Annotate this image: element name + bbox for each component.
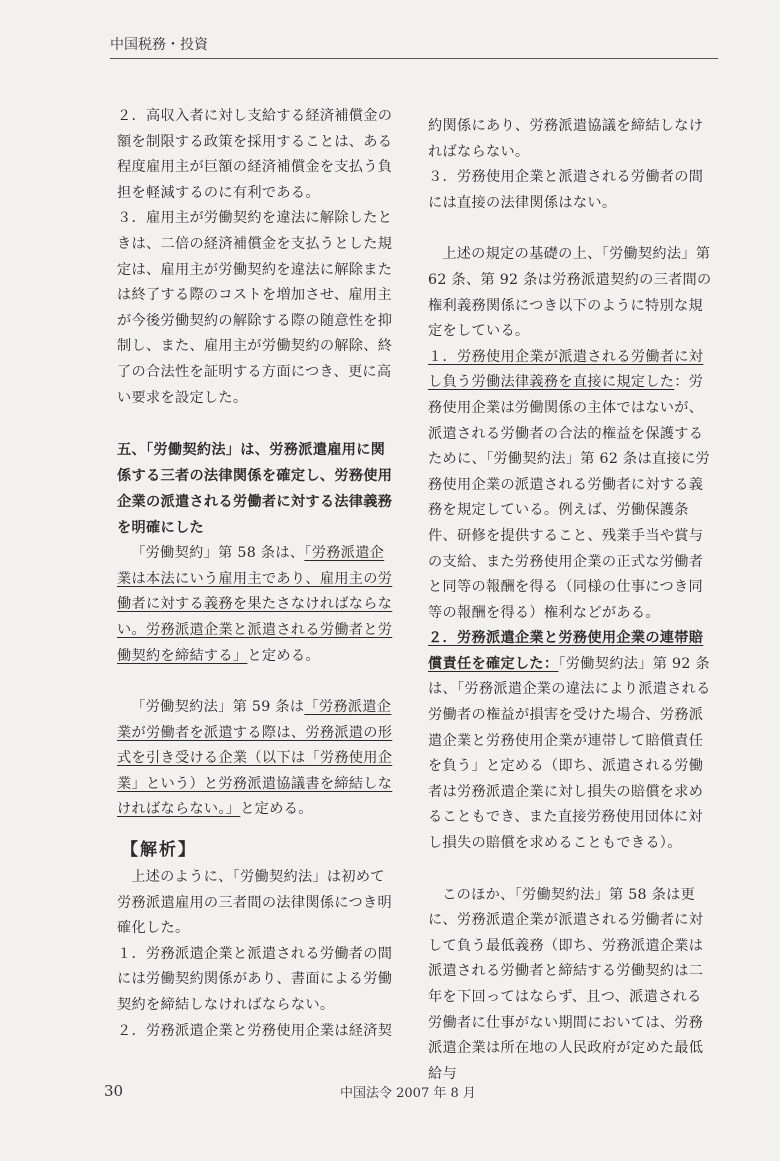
article-58-ref: 「労働契約」第 58 条は、 xyxy=(131,545,305,562)
running-header xyxy=(110,34,718,59)
left-paragraph-1: ２．高収入者に対し支給する経済補償金の額を制限する政策を採用することは、ある程度雇用主が巨額の経済補償金を支払う負担を軽減するのに有利である。 xyxy=(117,108,393,201)
left-paragraph-4 xyxy=(117,695,395,823)
publication-info: 中国法令 2007 年 8 月 xyxy=(340,1086,476,1101)
right-paragraph-1: 約関係にあり、労務派遣協議を締結しなければならない。 xyxy=(428,118,704,160)
analysis-heading: 【解析】 xyxy=(121,840,197,861)
article-58-tail: と定める。 xyxy=(247,647,320,664)
right-paragraph-5 xyxy=(428,626,716,856)
right-column xyxy=(428,114,716,1087)
point-1-body: ：労務使用企業は労働関係の主体ではないが、派遣される労働者の合法的権益を保護するために、「労働契約法」第 62 条は直接に労務使用企業の派遣される労働者に対する義務を規定している。例えば、労働保護条件、研修を提供すること、残業手当や賞与の支給、また労務使用企業の正式な労働者と同等の報酬を得る（同様の仕事につき同等の報酬を得る）権利などがある。 xyxy=(428,374,710,621)
left-paragraph-6: １．労務派遣企業と派遣される労働者の間には労働契約関係があり、書面による労働契約を締結しなければならない。 xyxy=(117,945,393,1014)
left-column xyxy=(117,104,395,1044)
right-paragraph-3: 上述の規定の基礎の上、「労働契約法」第 62 条、第 92 条は労務派遣契約の三者間の権利義務関係につき以下のように特別な規定をしている。 xyxy=(428,246,712,340)
left-paragraph-3 xyxy=(117,541,395,669)
left-paragraph-2: ３．雇用主が労働契約を違法に解除したときは、二倍の経済補償金を支払うとした規定は、雇用主が労働契約を違法に解除または終了する際のコストを増加させ、雇用主が今後労働契約の解除する際の随意性を抑制し、また、雇用主が労働契約の解除、終了の合法性を証明する方面につき、更に高い要求を設定した。 xyxy=(117,210,393,406)
header-title: 中国税務・投資 xyxy=(110,37,208,53)
right-paragraph-2: ３．労務使用企業と派遣される労働者の間には直接の法律関係はない。 xyxy=(428,169,704,211)
article-59-quote: 「労務派遣企業が労働者を派遣する際は、労務派遣の形式を引き受ける企業（以下は「労務使用企業」という）と労務派遣協議書を締結しなければならない。」 xyxy=(117,699,393,818)
article-58-quote: 「労務派遣企業は本法にいう雇用主であり、雇用主の労働者に対する義務を果たさなければならない。労務派遣企業と派遣される労働者と労働契約を締結する」 xyxy=(117,545,393,664)
left-paragraph-7: ２．労務派遣企業と労務使用企業は経済契 xyxy=(117,1022,393,1039)
left-paragraph-5: 上述のように、「労働契約法」は初めて労務派遣雇用の三者間の法律関係につき明確化した。 xyxy=(117,869,392,937)
point-2-heading: ２．労務派遣企業と労務使用企業の連帯賠償責任を確定した： xyxy=(428,630,704,672)
article-59-tail: と定める。 xyxy=(240,801,313,818)
right-paragraph-6: このほか、「労働契約法」第 58 条は更に、労務派遣企業が派遣される労働者に対して負う最低義務（即ち、労務派遣企業は派遣される労働者と締結する労働契約は二年を下回ってはならず、且つ、派遣される労働者に仕事がない期間においては、労務派遣企業は所在地の人民政府が定めた最低給与 xyxy=(428,886,704,1082)
point-1-heading: １．労務使用企業が派遣される労働者に対し負う労働法律義務を直接に規定した xyxy=(428,348,704,391)
right-paragraph-4 xyxy=(428,345,716,627)
article-59-ref: 「労働契約法」第 59 条は xyxy=(131,699,305,716)
point-2-body: 「労働契約法」第 92 条は、「労務派遣企業の違法により派遣される労働者の権益が損害を受けた場合、労務派遣企業と労務使用企業が連帯して賠償責任を負う」と定める（即ち、派遣される労働者は労務派遣企業に対し損失の賠償を求めることもでき、また直接労務使用団体に対し損失の賠償を求めることもできる）。 xyxy=(428,655,711,852)
section-title: 五、「労働契約法」は、労務派遣雇用に関係する三者の法律関係を確定し、労務使用企業の派遣される労働者に対する法律義務を明確にした xyxy=(117,442,393,537)
page-number: 30 xyxy=(104,1082,124,1100)
